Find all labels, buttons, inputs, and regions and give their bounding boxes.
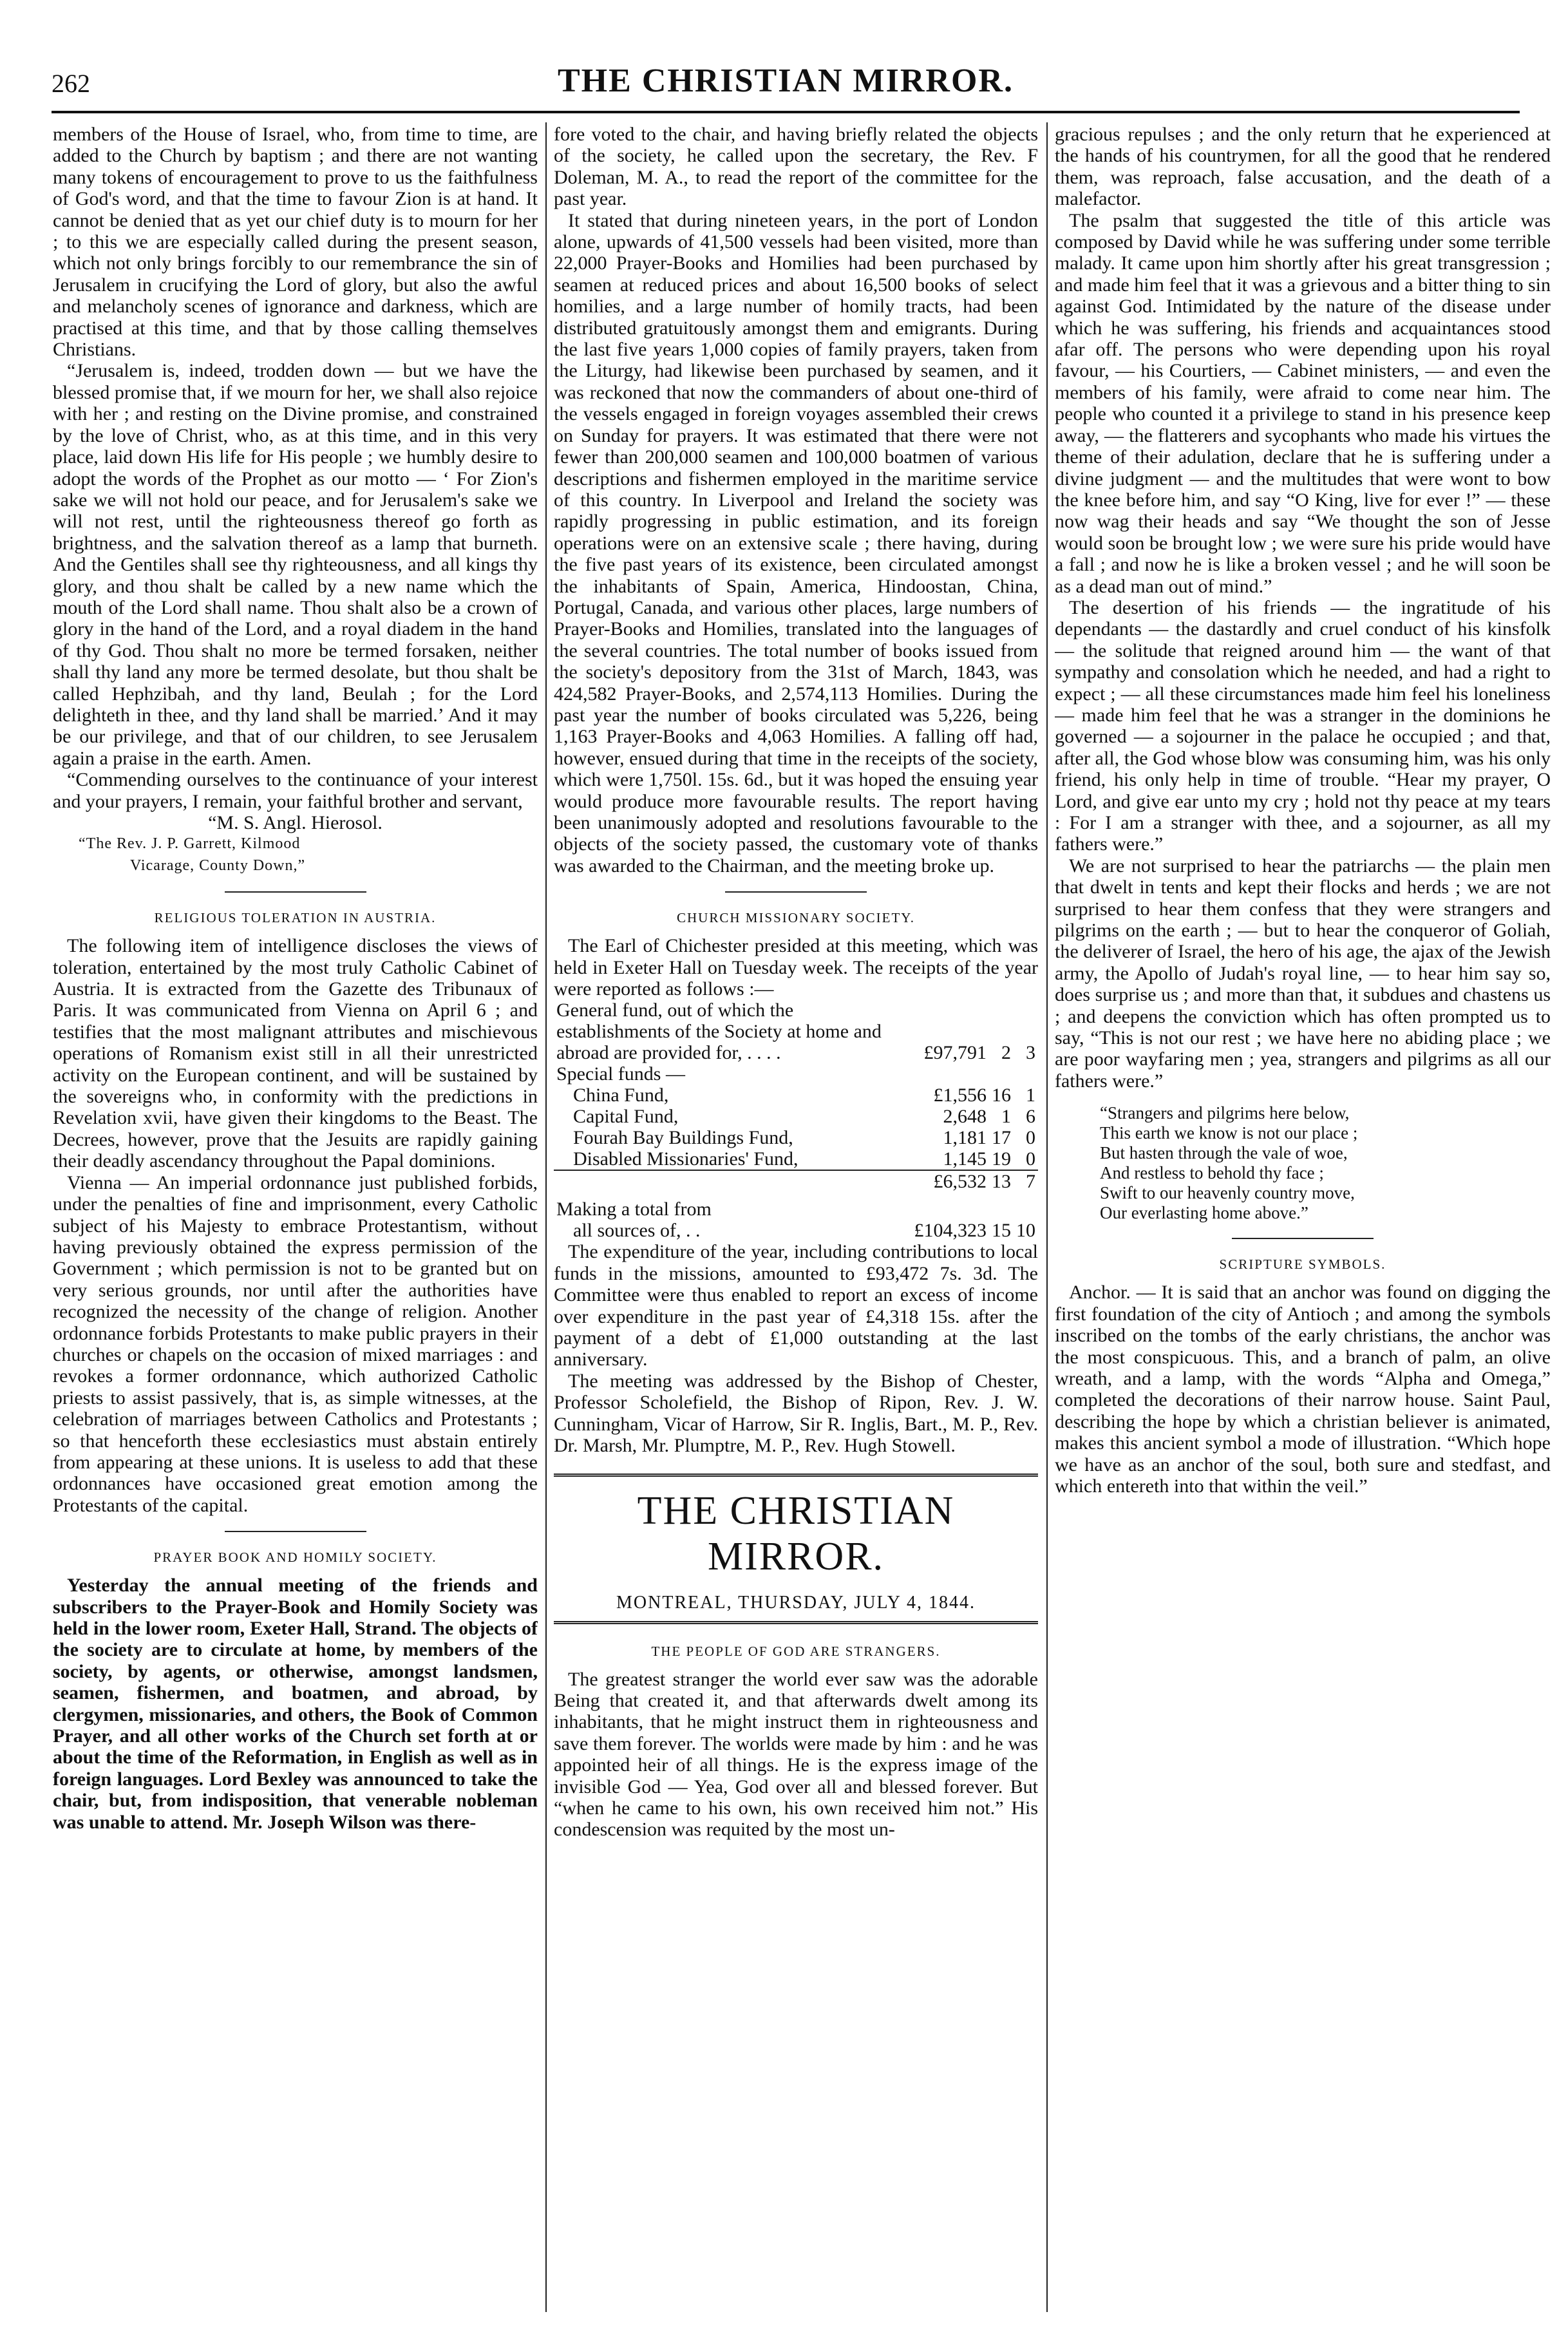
- table-cell: Making a total from: [556, 1199, 712, 1220]
- table-row: [554, 1220, 1038, 1241]
- verse-line: Swift to our heavenly country move,: [1100, 1183, 1355, 1203]
- table-cell: 6: [1026, 1106, 1035, 1128]
- table-cell: £104,323: [914, 1220, 987, 1242]
- column-divider: [545, 122, 547, 2312]
- table-cell: 15: [992, 1220, 1011, 1242]
- column-2: [554, 124, 1038, 2313]
- verse-line: This earth we know is not our place ;: [1100, 1123, 1358, 1143]
- table-cell: £1,556: [933, 1085, 987, 1106]
- article-paragraph: The Earl of Chichester presided at this meeting, which was held in Exeter Hall on Tuesday week. The receipts of the year were reported as follows :—: [554, 935, 1038, 1000]
- article-paragraph: The desertion of his friends — the ingratitude of his dependants — the dastardly and cruel conduct of his kinsfolk — the solitude that reigned around him — the want of that sympathy and consolation which he needed, and had a right to expect ; — all these circumstances made him feel his loneliness — made him feel that he was a stranger in the dominions he governed — a sojourner in the palace he occupied ; and that, after all, the God whose blow was consuming him, was his only friend, his only help in time of trouble. “Hear my prayer, O Lord, and give ear unto my cry ; hold not thy peace at my tears : For I am a stranger with thee, and a sojourner, as all my fathers were.”: [1055, 596, 1551, 855]
- table-cell: 19: [992, 1148, 1011, 1170]
- table-cell: [554, 1170, 912, 1192]
- verse-line: “Strangers and pilgrims here below,: [1100, 1103, 1350, 1123]
- table-row: [554, 1127, 1038, 1148]
- receipts-table: [554, 1000, 1038, 1241]
- section-heading: THE PEOPLE OF GOD ARE STRANGERS.: [651, 1643, 941, 1659]
- article-paragraph: It stated that during nineteen years, in the port of London alone, upwards of 41,500 vessels had been visited, more than 22,000 Prayer-Books and Homilies had been purchased by seamen at reduced prices and about 16,500 books of select homilies, and a large number of homily tracts, had been distributed gratuitously amongst them and emigrants. During the last five years 1,000 copies of family prayers, taken from the Liturgy, had likewise been purchased by seamen, and it was reckoned that now the commanders of about one-third of the vessels engaged in foreign voyages assembled their crews on Sunday for prayers. It was estimated that there were not fewer than 200,000 seamen and 100,000 boatmen of various descriptions and fishermen employed in the maritime service of this country. In Liverpool and Ireland the society was rapidly progressing in public estimation, and its foreign operations were on an extensive scale ; there having, during the five past years of its existence, been circulated amongst the inhabitants of Spain, America, Hindoostan, China, Portugal, Canada, and various other places, large numbers of Prayer-Books and Homilies, translated into the languages of the several countries. The total number of books issued from the society's depository from the 31st of March, 1843, was 424,582 Prayer-Books, and 2,574,113 Homilies. During the past year the number of books circulated was 5,226, being 1,163 Prayer-Books and 4,063 Homilies. A falling off had, however, ensued during that time in the receipts of the society, which were 1,750l. 15s. 6d., but it was hoped the ensuing year would produce more favourable results. The report having been unanimously adopted and resolutions favourable to the objects of the society passed, the customary vote of thanks was awarded to the Chairman, and the meeting broke up.: [554, 209, 1038, 877]
- table-row: [554, 1192, 1038, 1220]
- article-paragraph: The following item of intelligence discloses the views of toleration, entertained by the most truly Catholic Cabinet of Austria. It is extracted from the Gazette des Tribunaux of Paris. It was communicated from Vienna on April 6 ; and testifies that the most malignant attributes and mischievous operations of Romanism exist still in all their unrestricted activity on the European continent, and will be sustained by the sovereigns who, in conformity with the predictions in Revelation xvii, have given their kingdoms to the Beast. The Decrees, however, prove that the Jesuits are rapidly gaining their deadly ascendancy throughout the Papal dominions.: [53, 935, 538, 1172]
- verse-line: And restless to behold thy face ;: [1100, 1163, 1324, 1183]
- addressee: Vicarage, County Down,”: [130, 857, 306, 874]
- table-cell: 13: [989, 1170, 1014, 1192]
- section-heading: CHURCH MISSIONARY SOCIETY.: [677, 910, 915, 926]
- table-cell: 1: [1026, 1085, 1035, 1106]
- table-cell: 1: [1001, 1106, 1011, 1128]
- table-cell: 0: [1026, 1127, 1035, 1149]
- ornament-divider-icon: [1225, 1235, 1380, 1242]
- signature: “M. S. Angl. Hierosol.: [208, 812, 383, 833]
- article-paragraph: “Jerusalem is, indeed, trodden down — but we have the blessed promise that, if we mourn for her, we shall also rejoice with her ; and resting on the Divine promise, and constrained by the love of Christ, who, as at this time, and in this very place, laid down His life for His people ; we humbly desire to adopt the words of the Prophet as our motto — ‘ For Zion's sake we will not hold our peace, and for Jerusalem's sake we will not rest, until the righteousness thereof go forth as brightness, and the salvation thereof as a lamp that burneth. And the Gentiles shall see thy righteousness, and all kings thy glory, and thou shalt be called by a new name which the mouth of the Lord shall name. Thou shalt also be a crown of glory in the hand of the Lord, and a royal diadem in the hand of thy God. Thou shalt no more be termed forsaken, neither shall thy land any more be termed desolate, but thou shalt be called Hephzibah, and thy land, Beulah ; for the Lord delighteth in thee, and thy land shall be married.’ And it may be our privilege, and that of our children, to see Jerusalem again a praise in the earth. Amen.: [53, 360, 538, 769]
- table-cell: 1,145: [943, 1148, 987, 1170]
- article-paragraph: The psalm that suggested the title of this article was composed by David while he was suffering under some terrible malady. It came upon him shortly after his great transgression ; and made him feel that it was a grievous and a bitter thing to sin against God. Intimidated by the nature of the disease under which he was suffering, his friends and acquaintances stood afar off. The persons who were depending upon his royal favour, — his Courtiers, — Cabinet ministers, — and even the members of his family, were afraid to come near him. The people who counted it a privilege to stand in his presence keep away, — the flatterers and sycophants who made his virtues the theme of their adulation, declare that he is suffering under a divine judgment — and the multitudes that were wont to bow the knee before him, and say “O King, live for ever !” — these now wag their heads and say “We thought the son of Jesse would soon be brought low ; we were sure his pride would have a fall ; and now he is like a broken vessel ; and he will soon be as a dead man out of mind.”: [1055, 209, 1551, 597]
- table-cell: 2: [1001, 1042, 1011, 1064]
- verse-line: Our everlasting home above.”: [1100, 1203, 1308, 1223]
- table-row: [554, 1085, 1038, 1106]
- masthead-title: THE CHRISTIAN MIRROR.: [558, 62, 1014, 99]
- table-cell: Special funds —: [556, 1063, 685, 1085]
- article-paragraph: Yesterday the annual meeting of the friends and subscribers to the Prayer-Book and Homily Society was held in the lower room, Exeter Hall, Strand. The objects of the society are to circulate at home, by members of the society, by agents, or otherwise, amongst landsmen, seamen, fishermen, and boatmen, and abroad, by clergymen, missionaries, and others, the Book of Common Prayer, and all other works of the Church set forth at or about the time of the Reformation, in English as well as in foreign languages. Lord Bexley was announced to take the chair, but, from indisposition, that venerable nobleman was unable to attend. Mr. Joseph Wilson was there-: [53, 1575, 538, 1833]
- article-paragraph: The expenditure of the year, including contributions to local funds in the missions, amounted to £93,472 7s. 3d. The Committee were thus enabled to report an excess of income over expenditure in the past year of £4,318 15s. after the payment of a debt of £1,000 outstanding at the last anniversary.: [554, 1241, 1038, 1370]
- table-row: [554, 1148, 1038, 1170]
- table-cell: 2,648: [943, 1106, 987, 1128]
- table-row: [554, 1063, 1038, 1085]
- article-paragraph: The meeting was addressed by the Bishop of Chester, Professor Scholefield, the Bishop of Ripon, Rev. J. W. Cunningham, Vicar of Harrow, Sir R. Inglis, Bart., M. P., Rev. Dr. Marsh, Mr. Plumptre, M. P., Rev. Hugh Stowell.: [554, 1370, 1038, 1457]
- header-rule: [52, 111, 1520, 113]
- page-number: 262: [52, 69, 90, 98]
- masthead-banner: [554, 1474, 1038, 1624]
- table-cell: 7: [1014, 1170, 1038, 1192]
- table-cell: £6,532: [912, 1170, 990, 1192]
- article-paragraph: Anchor. — It is said that an anchor was found on digging the first foundation of the city of Antioch ; and among the symbols inscribed on the tombs of the early christians, the anchor was the most conspicuous. This, and a branch of palm, an olive wreath, and a lamp, with the words “Alpha and Omega,” completed the decorations of their narrow house. Saint Paul, describing the hope by which a christian believer is animated, makes this ancient symbol a mode of illustration. “Which hope we have as an anchor of the soul, both sure and stedfast, and which entereth into that within the veil.”: [1055, 1282, 1551, 1497]
- section-heading: RELIGIOUS TOLERATION IN AUSTRIA.: [154, 910, 437, 926]
- section-heading: PRAYER BOOK AND HOMILY SOCIETY.: [153, 1550, 437, 1566]
- banner-title: THE CHRISTIAN MIRROR.: [637, 1488, 955, 1578]
- page-header: [52, 57, 1520, 108]
- table-cell: 0: [1026, 1148, 1035, 1170]
- table-row: [554, 1170, 1038, 1192]
- ornament-divider-icon: [719, 888, 873, 896]
- table-cell: Disabled Missionaries' Fund,: [573, 1148, 798, 1170]
- section-heading: SCRIPTURE SYMBOLS.: [1219, 1256, 1386, 1273]
- addressee: “The Rev. J. P. Garrett, Kilmood: [79, 835, 301, 853]
- table-cell: all sources of, . .: [573, 1220, 701, 1242]
- table-row: [554, 1106, 1038, 1127]
- article-paragraph: members of the House of Israel, who, from time to time, are added to the Church by baptism ; and there are not wanting many tokens of encouragement to prove to us the faithfulness of God's word, and that the time to favour Zion is at hand. It cannot be denied that as yet our chief duty is to mourn for her ; to this we are especially called during the present season, which not only brings forcibly to our remembrance the sin of Jerusalem in crucifying the Lord of glory, but also the awful and melancholy scenes of ignorance and darkness, which are practised at this time, and that by those calling themselves Christians.: [53, 124, 538, 361]
- table-cell: 3: [1026, 1042, 1035, 1064]
- table-cell: China Fund,: [573, 1085, 669, 1106]
- column-divider: [1046, 122, 1048, 2312]
- table-cell: £97,791: [923, 1042, 987, 1064]
- column-1: [53, 124, 538, 2313]
- ornament-divider-icon: [218, 1528, 373, 1535]
- table-cell: General fund, out of which the establishments of the Society at home and abroad are provided for, . . . .: [556, 1000, 882, 1064]
- article-paragraph: gracious repulses ; and the only return that he experienced at the hands of his countrymen, for all the good that he rendered them, was reproach, false accusation, and the death of a malefactor.: [1055, 124, 1551, 210]
- hymn-verse: [1100, 1103, 1551, 1223]
- article-paragraph: We are not surprised to hear the patriarchs — the plain men that dwelt in tents and kept their flocks and herds ; we are not surprised to hear them confess that they were strangers and pilgrims on the earth ; — but to hear the conqueror of Goliah, the deliverer of Israel, the hero of his age, the ajax of the Jewish army, the Apollo of Judah's royal line, — to hear him say so, does surprise us ; and more than that, it subdues and chastens us ; and deepens the conviction which has often prompted us to say, “This is not our rest ; we have here no abiding place ; we are poor wayfaring men ; yea, strangers and pilgrims as all our fathers were.”: [1055, 855, 1551, 1092]
- article-paragraph: Vienna — An imperial ordonnance just published forbids, under the penalties of fine and imprisonment, every Catholic subject of his Majesty to embrace Protestantism, without having previously obtained the express permission of the Government ; which permission is not to be granted but on very serious grounds, nor until after the authorities have recognized the necessity of the change of religion. Another ordonnance forbids Protestants to make public prayers in their churches or chapels on the occasion of mixed marriages : and revokes a former ordonnance, which authorized Catholic priests to assist passively, that is, as simple witnesses, at the celebration of marriages between Catholics and Protestants ; so that henceforth these ecclesiastics must abstain entirely from appearing at these unions. It is useless to add that these ordonnances have occasioned great emotion among the Protestants of the capital.: [53, 1171, 538, 1516]
- article-paragraph: “Commending ourselves to the continuance of your interest and your prayers, I remain, your faithful brother and servant,: [53, 769, 538, 812]
- table-cell: 10: [1016, 1220, 1035, 1242]
- table-cell: Capital Fund,: [573, 1106, 679, 1128]
- column-3: [1055, 124, 1551, 2313]
- banner-dateline: MONTREAL, THURSDAY, JULY 4, 1844.: [616, 1592, 976, 1613]
- table-cell: 17: [992, 1127, 1011, 1149]
- table-cell: Fourah Bay Buildings Fund,: [573, 1127, 793, 1149]
- ornament-divider-icon: [218, 888, 373, 896]
- article-paragraph: The greatest stranger the world ever saw was the adorable Being that created it, and that afterwards dwelt among its inhabitants, that he might instruct them in righteousness and save them forever. The worlds were made by him : and he was appointed heir of all things. He is the express image of the invisible God — Yea, God over all and blessed forever. But “when he came to his own, his own received him not.” His condescension was requited by the most un-: [554, 1668, 1038, 1841]
- article-paragraph: fore voted to the chair, and having briefly related the objects of the society, he called upon the secretary, the Rev. F Doleman, M. A., to read the report of the committee for the past year.: [554, 124, 1038, 210]
- table-cell: 1,181: [943, 1127, 987, 1149]
- verse-line: But hasten through the vale of woe,: [1100, 1143, 1348, 1163]
- table-row: [554, 1000, 1038, 1063]
- table-cell: 16: [992, 1085, 1011, 1106]
